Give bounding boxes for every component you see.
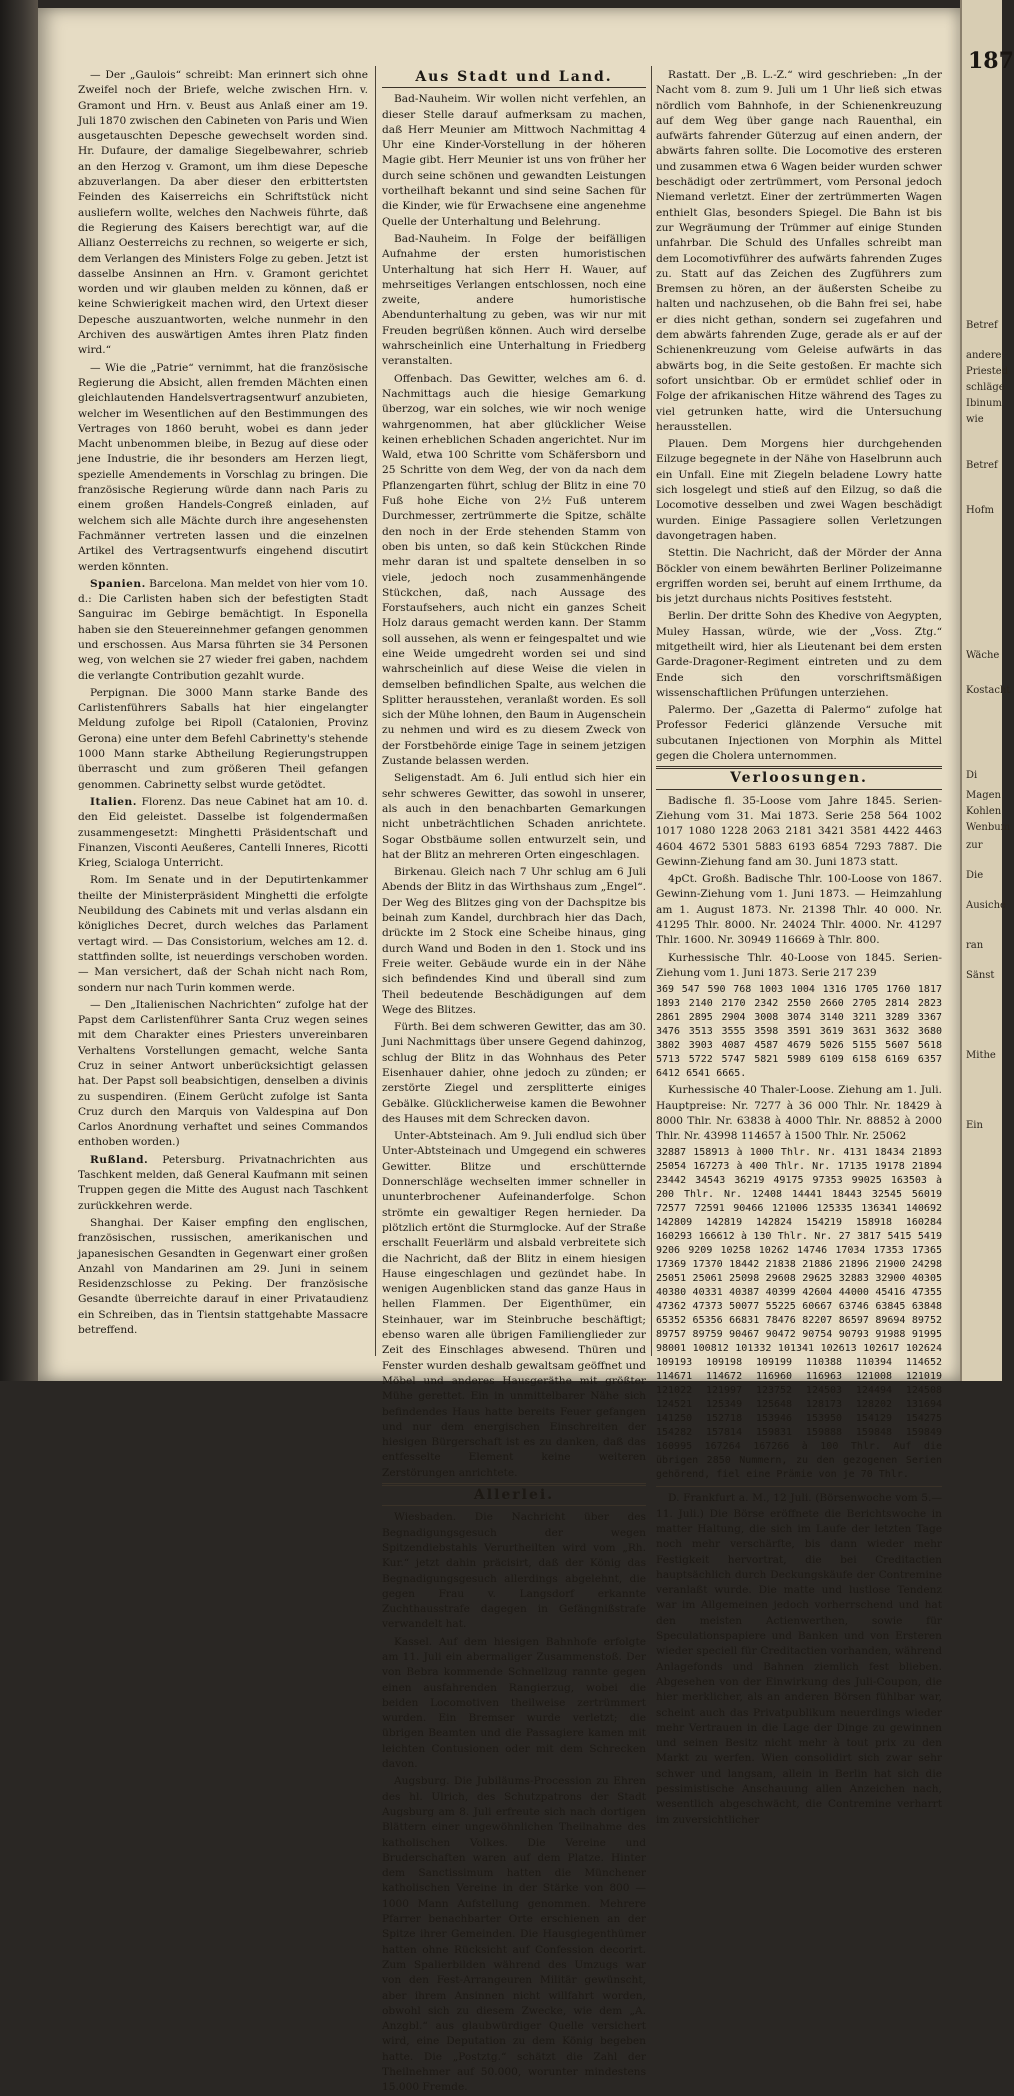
article-kassel: Kassel. Auf dem hiesigen Bahnhofe erfolgte am 11. Juli ein abermaliger Zusammenstoß. Der von Bebra kommende Schnellzug rannte gegen einen ausfahrenden Rangierzug, wobei die beiden Locomotiven theilweise zertrümmert wurden. Ein Bremser wurde verletzt; die übrigen Beamten und die Passagiere kamen mit leichten Contusionen oder mit dem Schrecken davon. (382, 1635, 646, 1771)
edge-fragment: Sänst (966, 970, 995, 981)
edge-fragment: schläge (966, 382, 1005, 393)
lottery-kurhessische-thaler: Kurhessische 40 Thaler-Loose. Ziehung am 1. Juli. Hauptpreise: Nr. 7277 à 36 000 Thlr. Nr. 18429 à 8000 Thlr. Nr. 63838 à 4000 Thlr. Nr. 88852 à 2000 Thlr. Nr. 43998 114657 à 1500 Thlr. Nr. 25062 (656, 1084, 942, 1143)
article-unter-abtsteinach: Unter-Abtsteinach. Am 9. Juli endlud sich über Unter-Abtsteinach und Umgegend ein schweres Gewitter. Blitze und erschütternde Donnerschläge wechselten immer schneller in ununterbrochener Aufeinanderfolge. Schon strömte ein gewaltiger Regen hernieder. Da plötzlich ertönt die Sturmglocke. Auf der Straße erschallt Feuerlärm und alsbald verbreitete sich die Nachricht, daß der Blitz in einem hiesigen Hause eingeschlagen und gezündet habe. In wenigen Augenblicken stand das ganze Haus in hellen Flammen. Der Eigenthümer, ein Steinhauer, war im Steinbruche beschäftigt; ebenso waren alle übrigen Familienglieder zur Zeit des Einschlages abwesend. Thüren und Fenster wurden deshalb gewaltsam geöffnet und Möbel und anderes Hausgeräthe mit größter Mühe gerettet. Ein in unmittelbarer Nähe sich befindendes Haus hatte bereits Feuer gefangen und nur dem energischen Einschreiten der hiesigen Bürgerschaft ist es zu danken, daß das entfesselte Element keine weiteren Zerstörungen anrichtete. (382, 1130, 646, 1479)
edge-fragment: zur (966, 840, 983, 851)
article-nauheim-1: Bad-Nauheim. Wir wollen nicht verfehlen, an dieser Stelle darauf aufmerksam zu machen, daß Herr Meunier am Mittwoch Nachmittag 4 Uhr eine Kinder-Vorstellung in der höheren Magie gibt. Herr Meunier ist uns von früher her durch seine schönen und gewandten Leistungen vortheilhaft bekannt und sind seine Sachen für die Kinder, wie für Erwachsene eine angenehme Quelle der Unterhaltung und Belehrung. (382, 93, 646, 228)
column-right (656, 68, 942, 1826)
lottery-kurhessische-thaler-numbers: 32887 158913 à 1000 Thlr. Nr. 4131 18434 21893 25054 167273 à 400 Thlr. Nr. 17135 19178 21894 23442 34543 36219 49175 97353 99025 163503 à 200 Thlr. Nr. 12408 14441 18443 32545 56019 72577 72591 90466 121006 125335 136341 140692 142809 142819 142824 154219 158918 160284 160293 166612 à 130 Thlr. Nr. 27 3817 5415 5419 9206 9209 10258 10262 14746 17034 17353 17365 17369 17370 18442 21838 21886 21896 21900 24298 25051 25061 25098 29608 29625 32883 32900 40305 40380 40331 40387 40399 42604 44000 45416 47355 47362 47373 50077 55225 60667 63746 63845 63848 65352 65356 66831 78476 82207 86597 89694 89752 89757 89759 90467 90472 90754 90793 91988 91995 98001 100812 101332 101341 102613 102617 102624 109193 109198 109199 110388 110394 114652 114671 114672 116960 116963 121008 121019 121022 121997 123752 124503 124494 124508 124521 125349 125648 128173 128202 131694 141250 152718 153946 153950 154129 154275 154282 157814 159831 159888 159848 159849 160995 167264 167266 à 100 Thlr. Auf die übrigen 2850 Nummern, zu den gezogenen Serien gehörend, fiel eine Prämie von je 70 Thlr. (656, 1147, 942, 1481)
article-augsburg: Augsburg. Die Jubiläums-Procession zu Ehren des hl. Ulrich, des Schutzpatrons der Stadt Augsburg am 8. Juli erfreute sich nach dortigen Blättern einer ungewöhnlichen Theilnahme des katholischen Volkes. Die Vereine und Bruderschaften waren auf dem Platze. Hinter dem Sanctissimum hatten die Münchener katholischen Vereine in der Stärke von 800 — 1000 Mann Aufstellung genommen. Mehrere Pfarrer benachbarter Orte erschienen an der Spitze ihrer Gemeinden. Die Hausgiegenthümer hatten ohne Rücksicht auf Confession decorirt. Zum Spalierbilden während des Umzugs war von den Fest-Arrangeuren Militär gewünscht, aber ihrem Ansinnen nicht willfahrt worden, obwohl sich zu diesem Zwecke, wie dem „A. Anzgbl.“ aus glaubwürdiger Quelle versichert wird, eine Deputation zu dem König begeben hatte. Die „Postztg.“ schätzt die Zahl der Theilnehmer auf 50.000, worunter mindestens 15.000 Fremde. (382, 1775, 646, 2094)
edge-fragment: andere (966, 350, 1002, 361)
edge-fragment: Priested (966, 366, 1009, 377)
article-text: Petersburg. Privatnachrichten aus Taschkent melden, daß General Kaufmann mit seinen Truppen gegen die Mitte des August nach Taschkent zurückkehren werde. (78, 1153, 368, 1212)
country-heading: Rußland. (90, 1153, 149, 1166)
divider (656, 1486, 942, 1487)
edge-fragment: Wäche (966, 650, 1000, 661)
section-title-allerlei: Allerlei. (382, 1483, 646, 1506)
edge-fragment: Hofm (966, 505, 994, 516)
edge-fragment: Di (966, 770, 978, 781)
article-berlin: Berlin. Der dritte Sohn des Khedive von Aegypten, Muley Hassan, würde, wie der „Voss. Ztg.“ mitgetheilt wird, hier als Lieutenant bei dem ersten Garde-Dragoner-Regiment eintreten und zu dem Ende sich den vorschriftsmäßigen wissenschaftlichen Prüfungen unterziehen. (656, 610, 942, 699)
edge-fragment: Mithe (966, 1050, 996, 1061)
edge-fragment: Magen (966, 790, 1001, 801)
lottery-kurhessische-40-heading: Kurhessische Thlr. 40-Loose von 1845. Serien-Ziehung vom 1. Juni 1873. Serie 217 239 (656, 951, 942, 979)
article-rastatt: Rastatt. Der „B. L.-Z.“ wird geschrieben: „In der Nacht vom 8. zum 9. Juli um 1 Uhr ließ sich etwas nördlich vom Bahnhofe, in der Schienenkreuzung auf dem Weg über gange nach Rauenthal, ein aufwärts fahrender Güterzug auf einen andern, der abwärts fahren sollte. Die Locomotive des ersteren und zusammen etwa 6 Wagen beider wurden schwer beschädigt oder zertrümmert, vom Personal jedoch Niemand verletzt. Einer der zertrümmerten Wagen enthielt Glas, besonders Spiegel. Die Bahn ist bis zur Wegräumung der Trümmer auf einige Stunden unfahrbar. Die Schuld des Unfalles schreibt man dem Locomotivführer des aufwärts fahrenden Zuges zu. Statt auf das Zeichen des Zugführers zum Bremsen zu hören, an der äußersten Scheibe zu halten und nachzusehen, ob die Bahn frei sei, habe er dies nicht gethan, sondern sei zugefahren und dem abwärts fahrenden Zuge, gerade als er auf der Schienenkreuzung vom Geleise aufwärts in das abwärts bog, in die Seite gestoßen. Er machte sich sofort unsichtbar. Ob er ermüdet schlief oder in Folge der afrikanischen Hitze während des Tages zu viel getrunken hatte, wird die Untersuchung herausstellen. (656, 69, 942, 433)
edge-fragment: Kohlen (966, 806, 1002, 817)
article-offenbach: Offenbach. Das Gewitter, welches am 6. d. Nachmittags auch die hiesige Gemarkung überzog, war ein solches, wie wir noch wenige wahrgenommen, hat aber glücklicher Weise keinen erheblichen Schaden angerichtet. Nur im Wald, etwa 100 Schritte vom Schäfersborn und 25 Schritte von dem Weg, der von da nach dem Pflanzengarten führt, schlug der Blitz in eine 70 Fuß hohe Eiche von 2½ Fuß unterem Durchmesser, zertrümmerte die Spitze, schälte den noch in der Erde stehenden Stamm von oben bis unten, so daß kein Stückchen Rinde mehr daran ist und spaltete denselben in so viele, jedoch noch zusammenhängende Stückchen, daß, nach Aussage des Forstaufsehers, auch nicht ein ganzes Scheit Holz daraus gemacht werden kann. Der Stamm soll aussehen, als wenn er feingespaltet und wie eine Weide umgedreht worden sei und sind wahrscheinlich auf diese Weise die vielen in demselben befindlichen Spalte, aus welchen die Splitter herausstehen, veranlaßt worden. Es soll sich der Mühe lohnen, den Baum in Augenschein zu nehmen und wird es zu diesem Zweck von der Forstbehörde einige Tage in seinem jetzigen Zustande belassen werden. (382, 372, 646, 768)
edge-fragment: Ibinum (966, 398, 1002, 409)
column-rule (651, 66, 652, 1356)
article-russland (78, 1153, 368, 1214)
lottery-4pct-badische: 4pCt. Großh. Badische Thlr. 100-Loose von 1867. Gewinn-Ziehung vom 1. Juni 1873. — Heimzahlung am 1. August 1873. Nr. 21398 Thlr. 40 000. Nr. 41295 Thlr. 8000. Nr. 24024 Thlr. 4000. Nr. 41297 Thlr. 1600. Nr. 30949 116669 à Thlr. 800. (656, 873, 942, 947)
lottery-badische: Badische fl. 35-Loose vom Jahre 1845. Serien-Ziehung vom 31. Mai 1873. Serie 258 564 1002 1017 1080 1228 2063 2181 3421 3581 4422 4463 4604 4672 5301 5883 6193 6854 7293 7887. Die Gewinn-Ziehung fand am 30. Juni 1873 statt. (656, 794, 942, 868)
column-rule (375, 66, 376, 1356)
article-fuerth: Fürth. Bei dem schweren Gewitter, das am 30. Juni Nachmittags über unsere Gegend dahinzog, schlug der Blitz in das Wohnhaus des Peter Eisenhauer dahier, ohne jedoch zu zünden; er zerstörte Ziegel und zersplitterte einiges Gebälke. Glücklicherweise kamen die Bewohner des Hauses mit dem Schrecken davon. (382, 1021, 646, 1125)
article-frankfurt-boerse: D. Frankfurt a. M., 12 Juli. (Börsenwoche vom 5.—11. Juli.) Die Börse eröffnete die Berichtswoche in matter Haltung, die sich im Laufe der letzten Tage noch mehr verschärfte, bis dann wieder mehr Festigkeit hervortrat, die bei Creditactien hauptsächlich durch Deckungskäufe der Contremine veranlaßt wurde. Die matte und lustlose Tendenz war im Allgemeinen jedoch vorherrschend und hat den meisten Actienwerthen, sowie für Speculationspapiere und Banken und von Ersteren wieder speciell für Creditactien vorhanden, während Anlagefonds und Bahnen ziemlich fest blieben. Abgesehen von der Einwirkung des Juli-Coupon, die hier merklicher, als an anderen Börsen fühlbar war, scheint auch das Privatpublikum neuerdings wieder mehr Vertrauen in die Lage der Dinge zu gewinnen und seinen Besitz nicht mehr à tout prix zu den Markt zu werfen. Wien consolidirt sich zwar sehr schwer und langsam, allein in Berlin hat sich die pessimistische Anschauung allen Anzeichen nach, wesentlich abgeschwächt, die Contremine verharrt im zuversichtlicher (656, 1492, 942, 1826)
article-rom: Rom. Im Senate und in der Deputirtenkammer theilte der Ministerpräsident Minghetti die erfolgte Neubildung des Cabinets mit und verlas alsdann ein königliches Decret, durch welches das Parlament vertagt wird. — Das Consistorium, welches am 12. d. stattfinden sollte, ist neuerdings verschoben worden. — Man versichert, daß der Schah nicht nach Rom, sondern nur nach Turin kommen werde. (78, 874, 368, 994)
edge-fragment: Die (966, 870, 984, 881)
edge-fragment: ran (966, 940, 984, 951)
edge-fragment: Ein (966, 1120, 983, 1131)
article-nauheim-2: Bad-Nauheim. In Folge der beifälligen Aufnahme der ersten humoristischen Unterhaltung hat sich Herr H. Wauer, auf mehrseitiges Verlangen entschlossen, noch eine zweite, andere humoristische Abendunterhaltung zu geben, was wir nur mit Freuden begrüßen können. Auch wird derselbe wahrscheinlich eine Unterhaltung in Friedberg veranstalten. (382, 232, 646, 368)
article-shanghai: Shanghai. Der Kaiser empfing den englischen, französischen, russischen, amerikanischen und japanesischen Gesandten in Gegenwart einer großen Anzahl von Mandarinen am 29. Juni in seinem Residenzschlosse zu Peking. Der französische Gesandte überreichte darauf in einer Privataudienz ein Schreiben, das in Tientsin stattgehabte Massacre betreffend. (78, 1216, 368, 1337)
article-seligenstadt: Seligenstadt. Am 6. Juli entlud sich hier ein sehr schweres Gewitter, das sowohl in unserer, als auch in den benachbarten Gemarkungen nicht unbeträchtlichen Schaden anrichtete. Sogar Obstbäume sollen entwurzelt sein, und hat der Blitz an mehreren Orten eingeschlagen. (382, 772, 646, 861)
adjacent-page-edge (960, 0, 1014, 1381)
page-number: 187 (968, 48, 1014, 74)
edge-fragment: Ausiche (966, 900, 1006, 911)
article-wiesbaden: Wiesbaden. Die Nachricht über des Begnadigungsgesuch der wegen Spitzendiebstahls Verurtheilten wird vom „Rh. Kur.“ jetzt dahin präcisirt, daß der König das Begnadigungsgesuch allerdings abgelehnt, die gegen Frau v. Langsdorf erkannte Zuchthausstrafe dagegen in Gefängnißstrafe verwandelt hat. (382, 1511, 646, 1631)
article-italienische-nachrichten: — Den „Italienischen Nachrichten“ zufolge hat der Papst dem Carlistenführer Santa Cruz wegen seines mit dem Charakter eines Priesters unvereinbaren Verhaltens Vorstellungen gemacht, welche Santa Cruz in seiner Antwort unberücksichtigt gelassen hat. Der Papst soll beabsichtigen, denselben a divinis zu suspendiren. (Einem Gerücht zufolge ist Santa Cruz durch den Marquis von Valdespina auf Don Carlos Anordnung verhaftet und seines Commandos enthoben worden.) (78, 998, 368, 1149)
edge-fragment: Wenbum (966, 822, 1011, 833)
article-gaulois: — Der „Gaulois“ schreibt: Man erinnert sich ohne Zweifel noch der Briefe, welche zwischen Hrn. v. Gramont und Hrn. v. Beust aus Anlaß einer am 19. Juli 1870 zwischen den Cabineten von Paris und Wien ausgetauschten Depesche gewechselt worden sind. Hr. Dufaure, der damalige Siegelbewahrer, schrieb an den Herzog v. Gramont, um ihm diese Depesche abzuverlangen. Da aber dieser den erbittertsten Feinden des Kaiserreichs ein Schriftstück nicht ausliefern wollte, welches den Nachweis führte, daß die Regierung des Kaisers berechtigt war, auf die Allianz Oesterreichs zu rechnen, so weigerte er sich, dem Verlangen des Ministers Folge zu geben. Jetzt ist dasselbe Ansinnen an Hrn. v. Gramont gerichtet worden und wir glauben melden zu können, daß er keine Schwierigkeit machen wird, den Urtext dieser Depesche auszuantworten, welche nunmehr in den Archiven des auswärtigen Amtes ihren Platz finden wird.“ (78, 69, 368, 357)
country-heading: Spanien. (90, 577, 146, 590)
column-left (78, 68, 368, 1358)
article-spanien (78, 577, 368, 684)
article-palermo: Palermo. Der „Gazetta di Palermo“ zufolge hat Professor Federici glänzende Versuche mit subcutanen Injectionen von Morphin als Mittel gegen die Cholera unternommen. (656, 704, 942, 763)
article-text: Florenz. Das neue Cabinet hat am 10. d. den Eid geleistet. Dasselbe ist folgendermaßen zusammengesetzt: Minghetti Präsidentschaft und Finanzen, Visconti Aeußeres, Cantelli Inneres, Ricotti Krieg, Scialoga Unterricht. (78, 795, 368, 870)
article-patrie: — Wie die „Patrie“ vernimmt, hat die französische Regierung die Absicht, allen fremden Mächten einen gleichlautenden Handelsvertragsentwurf anzubieten, welcher im Wesentlichen auf den Bestimmungen des Vertrages von 1860 beruht, wobei es dann jeder Macht unbenommen bleibe, in Bezug auf diese oder jene Industrie, die ihr besonders am Herzen liegt, spezielle Amendements in Vorschlag zu bringen. Die französische Regierung würde dann nach Paris zu einem großen Handels-Congreß einladen, auf welchem sich alle Mächte durch ihre angesehensten Fachmänner vertreten lassen und die einzelnen Artikel des Vertragsentwurfs eingehend discutirt werden könnten. (78, 361, 368, 573)
article-stettin: Stettin. Die Nachricht, daß der Mörder der Anna Böckler von einem bewährten Berliner Polizeimanne ergriffen worden sei, beruht auf einem Irrthume, da bis jetzt durchaus nichts Positives feststeht. (656, 547, 942, 606)
edge-fragment: Betref (966, 320, 998, 331)
edge-fragment: wie (966, 414, 984, 425)
column-middle (382, 68, 646, 2094)
lottery-kurhessische-40-numbers: 369 547 590 768 1003 1004 1316 1705 1760 1817 1893 2140 2170 2342 2550 2660 2705 2814 2823 2861 2895 2904 3008 3074 3140 3211 3289 3367 3476 3513 3555 3598 3591 3619 3631 3632 3680 3802 3903 4087 4587 4679 5026 5155 5607 5618 5713 5722 5747 5821 5989 6109 6158 6169 6357 6412 6541 6665. (656, 984, 942, 1080)
country-heading: Italien. (90, 795, 137, 808)
edge-fragment: Kostacht (966, 685, 1011, 696)
edge-fragment: Betref (966, 460, 998, 471)
section-title-stadt-land: Aus Stadt und Land. (382, 70, 646, 88)
article-plauen: Plauen. Dem Morgens hier durchgehenden Eilzuge begegnete in der Nähe von Haselbrunn auch ein Unfall. Eine mit Ziegeln beladene Lowry hatte sich losgelegt und stieß auf den Eilzug, so daß die Locomotive desselben und zwei Wagen beschädigt wurden. Einige Passagiere sollen Verletzungen davongetragen haben. (656, 438, 942, 542)
section-title-verloosungen: Verloosungen. (656, 766, 942, 789)
article-birkenau: Birkenau. Gleich nach 7 Uhr schlug am 6 Juli Abends der Blitz in das Wirthshaus zum „Engel“. Der Weg des Blitzes ging von der Dachspitze bis beinah zum Kandel, durchbrach hier das Dach, drückte im 2 Stock eine Scheibe hinaus, ging durch Wand und Boden in den 1. Stock und ins Freie weiter. Gebäude wurde ein in der Nähe sich befindendes Kind und überall sind zum Theil bedeutende Beschädigungen auf dem Wege des Blitzes. (382, 866, 646, 1016)
book-spine (0, 0, 38, 1381)
article-text: Barcelona. Man meldet von hier vom 10. d.: Die Carlisten haben sich der befestigten Stadt Sanguirac im Gebirge bemächtigt. In Esponella haben sie den Steuereinnehmer gefangen genommen und erschossen. Aus Marsa führten sie 34 Personen weg, von welchen sie 27 wieder frei gaben, nachdem die verlangte Contribution gezahlt wurde. (78, 577, 368, 682)
article-italien (78, 795, 368, 871)
article-perpignan: Perpignan. Die 3000 Mann starke Bande des Carlistenführers Saballs hat hier eingelangter Meldung zufolge bei Ripoll (Catalonien, Provinz Gerona) eine unter dem Befehl Cabrinetty's stehende 1000 Mann starke Abtheilung Regierungstruppen überrascht und zum größeren Theil gefangen genommen. Cabrinetty selbst wurde getödtet. (78, 686, 368, 791)
